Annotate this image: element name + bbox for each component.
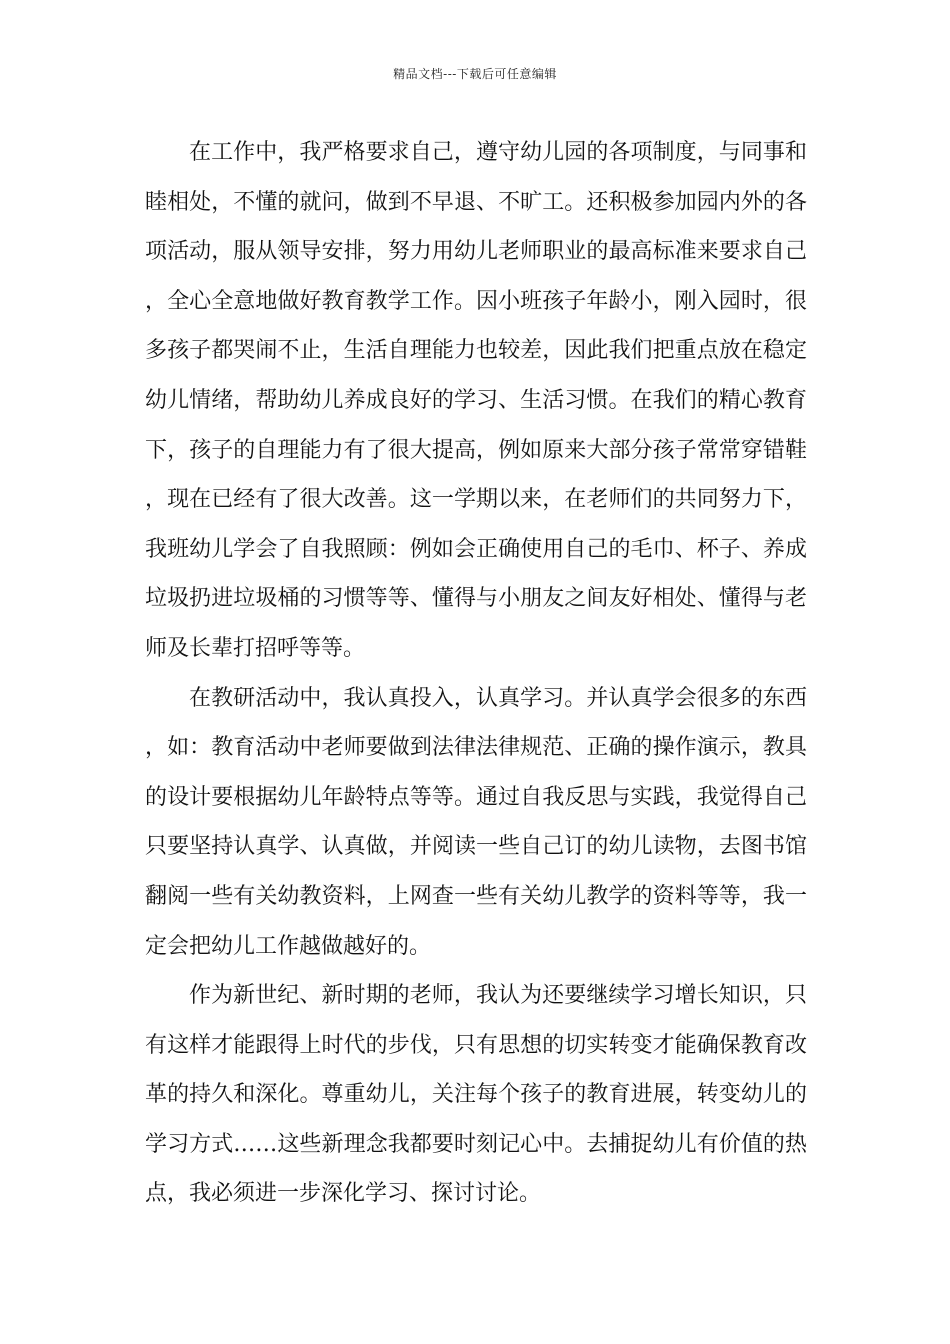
paragraph-work-attitude: 在工作中，我严格要求自己，遵守幼儿园的各项制度，与同事和睦相处，不懂的就问，做到不早退、不旷工。还积极参加园内外的各项活动，服从领导安排，努力用幼儿老师职业的最高标准来要求自己，全心全意地做好教育教学工作。因小班孩子年龄小，刚入园时，很多孩子都哭闹不止，生活自理能力也较差，因此我们把重点放在稳定幼儿情绪，帮助幼儿养成良好的学习、生活习惯。在我们的精心教育下，孩子的自理能力有了很大提高，例如原来大部分孩子常常穿错鞋，现在已经有了很大改善。这一学期以来，在老师们的共同努力下，我班幼儿学会了自我照顾：例如会正确使用自己的毛巾、杯子、养成垃圾扔进垃圾桶的习惯等等、懂得与小朋友之间友好相处、懂得与老师及长辈打招呼等等。 — [145, 140, 807, 661]
paragraph-teaching-research: 在教研活动中，我认真投入，认真学习。并认真学会很多的东西，如：教育活动中老师要做到法律法律规范、正确的操作演示，教具的设计要根据幼儿年龄特点等等。通过自我反思与实践，我觉得自己只要坚持认真学、认真做，并阅读一些自己订的幼儿读物，去图书馆翻阅一些有关幼教资料，上网查一些有关幼儿教学的资料等等，我一定会把幼儿工作越做越好的。 — [145, 685, 807, 959]
paragraph-continued-learning: 作为新世纪、新时期的老师，我认为还要继续学习增长知识，只有这样才能跟得上时代的步伐，只有思想的切实转变才能确保教育改革的持久和深化。尊重幼儿，关注每个孩子的教育进展，转变幼儿的学习方式……这些新理念我都要时刻记心中。去捕捉幼儿有价值的热点，我必须进一步深化学习、探讨讨论。 — [145, 983, 807, 1207]
document-body — [145, 128, 807, 1219]
page-header: 精品文档---下载后可任意编辑 — [393, 67, 557, 81]
